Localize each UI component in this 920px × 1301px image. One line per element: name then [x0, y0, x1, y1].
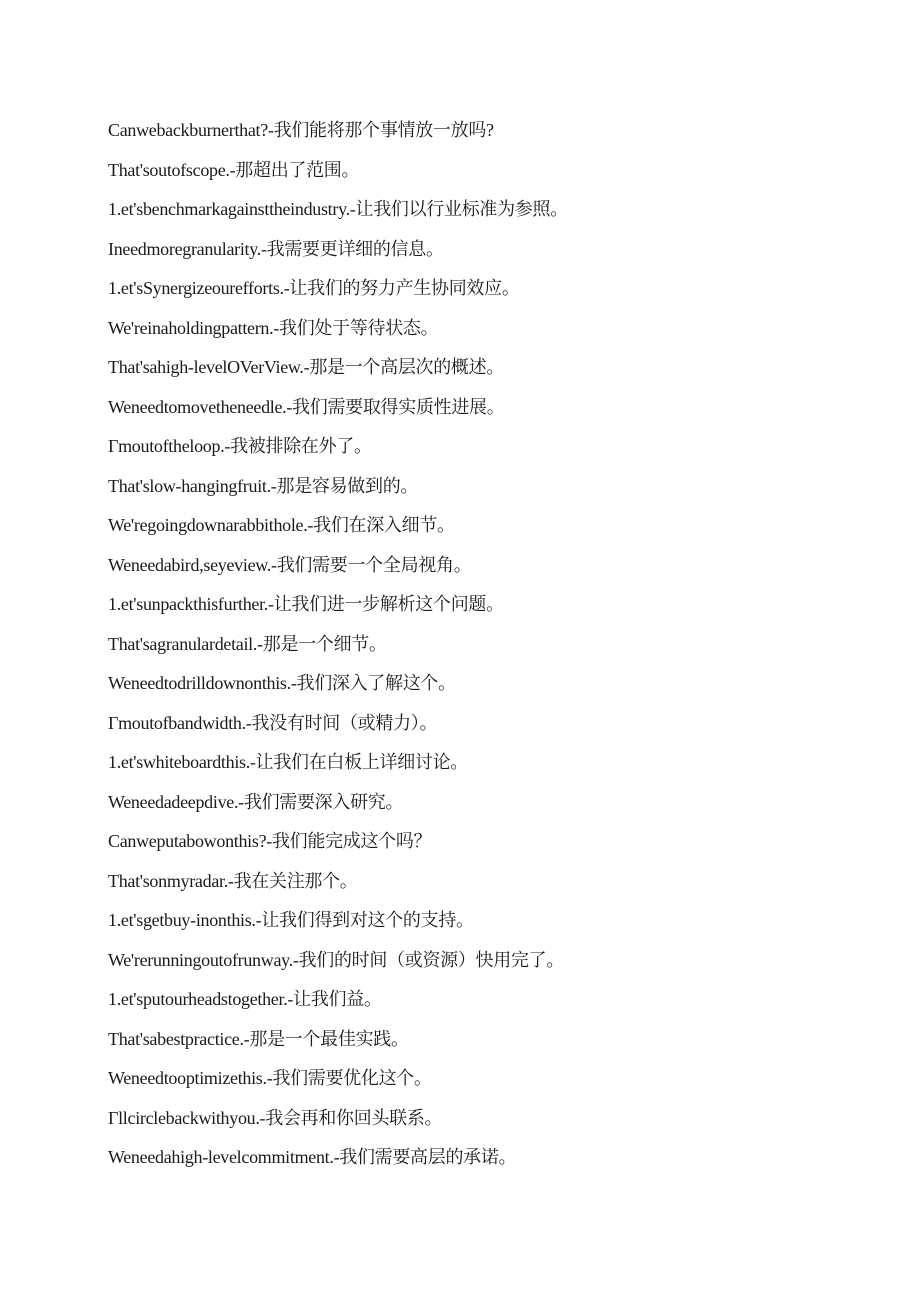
phrase-line: Ineedmoregranularity.-我需要更详细的信息。	[108, 238, 444, 259]
phrase-line: That'sagranulardetail.-那是一个细节。	[108, 633, 387, 654]
phrase-line: Γmoutofbandwidth.-我没有时间（或精力）。	[108, 712, 438, 733]
phrase-line: We'rerunningoutofrunway.-我们的时间（或资源）快用完了。	[108, 949, 565, 970]
phrase-line: Γllcirclebackwithyou.-我会再和你回头联系。	[108, 1107, 443, 1128]
phrase-line: Weneedtooptimizethis.-我们需要优化这个。	[108, 1068, 432, 1088]
phrase-line: 1.et'sunpackthisfurther.-让我们进一步解析这个问题。	[108, 594, 504, 614]
phrase-line: That'slow-hangingfruit.-那是容易做到的。	[108, 475, 419, 496]
phrase-line: We'reinaholdingpattern.-我们处于等待状态。	[108, 317, 439, 338]
phrase-line: Weneedabird,seyeview.-我们需要一个全局视角。	[108, 554, 472, 575]
phrase-line: That'sahigh-levelOVerView.-那是一个高层次的概述。	[108, 357, 505, 377]
phrase-line: 1.et'sSynergizeourefforts.-让我们的努力产生协同效应。	[108, 278, 520, 298]
phrase-list	[108, 117, 888, 1184]
phrase-line: Canwebackburnerthat?-我们能将那个事情放一放吗?	[108, 120, 494, 140]
phrase-line: Γmoutoftheloop.-我被排除在外了。	[108, 436, 372, 456]
phrase-line: Canweputabowonthis?-我们能完成这个吗？	[108, 831, 432, 851]
phrase-line: Weneedadeepdive.-我们需要深入研究。	[108, 791, 404, 812]
phrase-line: Weneedahigh-levelcommitment.-我们需要高层的承诺。	[108, 1147, 517, 1167]
phrase-line: Weneedtodrilldownonthis.-我们深入了解这个。	[108, 673, 456, 693]
phrase-line: That'sonmyradar.-我在关注那个。	[108, 870, 358, 891]
phrase-line: Weneedtomovetheneedle.-我们需要取得实质性进展。	[108, 396, 505, 417]
phrase-line: We'regoingdownarabbithole.-我们在深入细节。	[108, 515, 455, 535]
phrase-line: 1.et'sputourheadstogether.-让我们益。	[108, 989, 382, 1009]
phrase-line: 1.et'sgetbuy-inonthis.-让我们得到对这个的支持。	[108, 910, 474, 930]
phrase-line: That'sabestpractice.-那是一个最佳实践。	[108, 1028, 409, 1049]
phrase-line: That'soutofscope.-那超出了范围。	[108, 159, 360, 180]
phrase-line: 1.et'swhiteboardthis.-让我们在白板上详细讨论。	[108, 752, 469, 772]
phrase-line: 1.et'sbenchmarkagainsttheindustry.-让我们以行业标准为参照。	[108, 199, 568, 219]
